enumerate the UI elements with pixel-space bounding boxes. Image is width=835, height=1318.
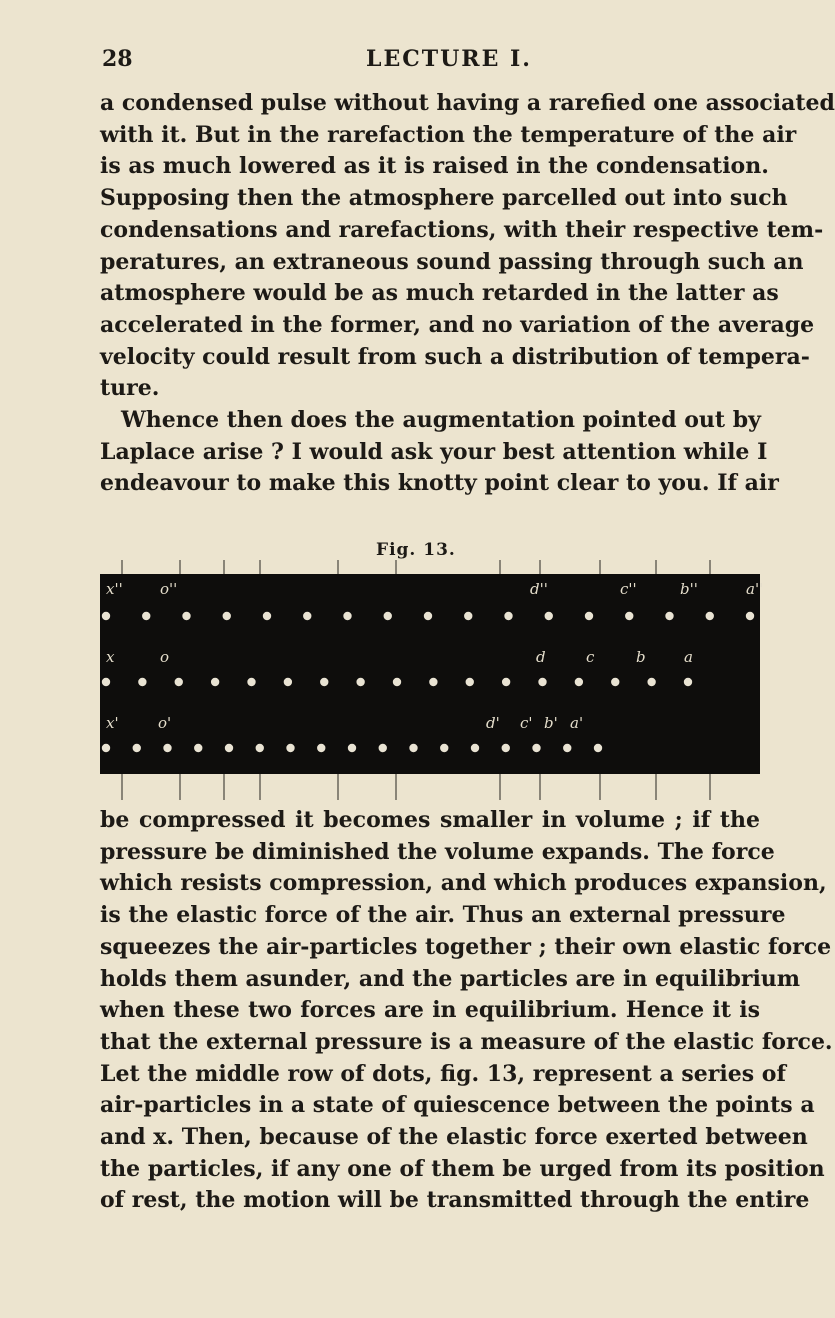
air-particle-dot	[706, 612, 714, 620]
air-particle-dot	[504, 612, 512, 620]
text-line: which resists compression, and which produces expansion,	[100, 870, 827, 897]
air-particle-dot	[424, 612, 432, 620]
text-line: endeavour to make this knotty point clear to you. If air	[100, 470, 779, 497]
air-particle-dot	[746, 612, 754, 620]
figure-point-label: x'	[106, 714, 119, 732]
air-particle-dot	[317, 744, 325, 752]
page-header	[102, 46, 758, 76]
air-particle-dot	[464, 612, 472, 620]
text-line: Laplace arise ? I would ask your best attention while I	[100, 438, 768, 465]
air-particle-dot	[284, 678, 292, 686]
air-particle-dot	[194, 744, 202, 752]
air-particle-dot	[247, 678, 255, 686]
figure-point-label: d	[536, 648, 546, 666]
figure-13-plate	[100, 560, 764, 806]
text-line: Let the middle row of dots, fig. 13, represent a series of	[100, 1060, 786, 1087]
air-particle-dot	[545, 612, 553, 620]
figure-point-label: a'	[570, 714, 584, 732]
air-particle-dot	[538, 678, 546, 686]
air-particle-dot	[102, 744, 110, 752]
figure-point-label: o''	[160, 580, 178, 598]
air-particle-dot	[502, 744, 510, 752]
text-line: condensations and rarefactions, with their respective tem-	[100, 216, 824, 243]
air-particle-dot	[133, 744, 141, 752]
air-particle-dot	[102, 612, 110, 620]
air-particle-dot	[585, 612, 593, 620]
text-line: peratures, an extraneous sound passing through such an	[100, 248, 804, 275]
figure-point-label: b'	[544, 714, 558, 732]
air-particle-dot	[211, 678, 219, 686]
air-particle-dot	[223, 612, 231, 620]
text-line: the particles, if any one of them be urged from its position	[100, 1155, 825, 1182]
text-line: Supposing then the atmosphere parcelled out into such	[100, 185, 788, 212]
air-particle-dot	[379, 744, 387, 752]
air-particle-dot	[163, 744, 171, 752]
figure-caption: Fig. 13.	[376, 540, 456, 560]
text-line: pressure be diminished the volume expands. The force	[100, 838, 775, 865]
figure-point-label: x''	[106, 580, 123, 598]
air-particle-dot	[348, 744, 356, 752]
air-particle-dot	[575, 678, 583, 686]
text-line: atmosphere would be as much retarded in the latter as	[100, 280, 779, 307]
figure-point-label: o'	[158, 714, 172, 732]
text-line: velocity could result from such a distribution of tempera-	[100, 343, 810, 370]
air-particle-dot	[440, 744, 448, 752]
air-particle-dot	[256, 744, 264, 752]
figure-point-label: c	[586, 648, 595, 666]
text-line: a condensed pulse without having a rarefied one associated	[100, 90, 835, 116]
air-particle-dot	[343, 612, 351, 620]
figure-point-label: b''	[680, 580, 698, 598]
running-head: LECTURE I.	[366, 46, 532, 72]
air-particle-dot	[138, 678, 146, 686]
air-particle-dot	[286, 744, 294, 752]
air-particle-dot	[175, 678, 183, 686]
air-particle-dot	[594, 744, 602, 752]
figure-point-label: d'	[486, 714, 500, 732]
air-particle-dot	[665, 612, 673, 620]
air-particle-dot	[625, 612, 633, 620]
text-line: ture.	[100, 375, 160, 402]
text-line: squeezes the air-particles together ; their own elastic force	[100, 933, 832, 960]
text-line: and x. Then, because of the elastic force exerted between	[100, 1124, 808, 1151]
air-particle-dot	[532, 744, 540, 752]
text-line: of rest, the motion will be transmitted through the entire	[100, 1187, 810, 1214]
air-particle-dot	[409, 744, 417, 752]
paragraph-1	[100, 88, 835, 500]
air-particle-dot	[684, 678, 692, 686]
text-line: holds them asunder, and the particles are in equilibrium	[100, 965, 801, 992]
air-particle-dot	[393, 678, 401, 686]
figure-point-label: o	[160, 648, 170, 666]
text-line: that the external pressure is a measure of the elastic force.	[100, 1028, 833, 1055]
text-line: is as much lowered as it is raised in the condensation.	[100, 153, 769, 180]
air-particle-dot	[502, 678, 510, 686]
text-line: with it. But in the rarefaction the temperature of the air	[100, 121, 797, 148]
text-line: air-particles in a state of quiescence between the points a	[100, 1092, 815, 1119]
air-particle-dot	[429, 678, 437, 686]
figure-point-label: c'	[520, 714, 533, 732]
text-line: is the elastic force of the air. Thus an external pressure	[100, 902, 786, 929]
text-line: Whence then does the augmentation pointed out by	[121, 407, 761, 434]
figure-point-label: c''	[620, 580, 637, 598]
air-particle-dot	[182, 612, 190, 620]
text-line: accelerated in the former, and no variation of the average	[100, 311, 815, 338]
figure-point-label: a	[684, 648, 693, 666]
air-particle-dot	[384, 612, 392, 620]
air-particle-dot	[647, 678, 655, 686]
page-number: 28	[102, 46, 133, 72]
figure-point-label: x	[106, 648, 115, 666]
air-particle-dot	[611, 678, 619, 686]
figure-point-label: a''	[746, 580, 764, 598]
air-particle-dot	[563, 744, 571, 752]
air-particle-dot	[303, 612, 311, 620]
air-particle-dot	[102, 678, 110, 686]
figure-point-label: d''	[530, 580, 548, 598]
air-particle-dot	[142, 612, 150, 620]
text-line: when these two forces are in equilibrium. Hence it is	[100, 997, 760, 1024]
air-particle-dot	[471, 744, 479, 752]
air-particle-dot	[466, 678, 474, 686]
air-particle-dot	[356, 678, 364, 686]
figure-13	[100, 560, 764, 806]
text-line: be compressed it becomes smaller in volume ; if the	[100, 807, 760, 833]
paragraph-3	[100, 805, 833, 1217]
air-particle-dot	[320, 678, 328, 686]
air-particle-dot	[225, 744, 233, 752]
air-particle-dot	[263, 612, 271, 620]
figure-point-label: b	[636, 648, 646, 666]
